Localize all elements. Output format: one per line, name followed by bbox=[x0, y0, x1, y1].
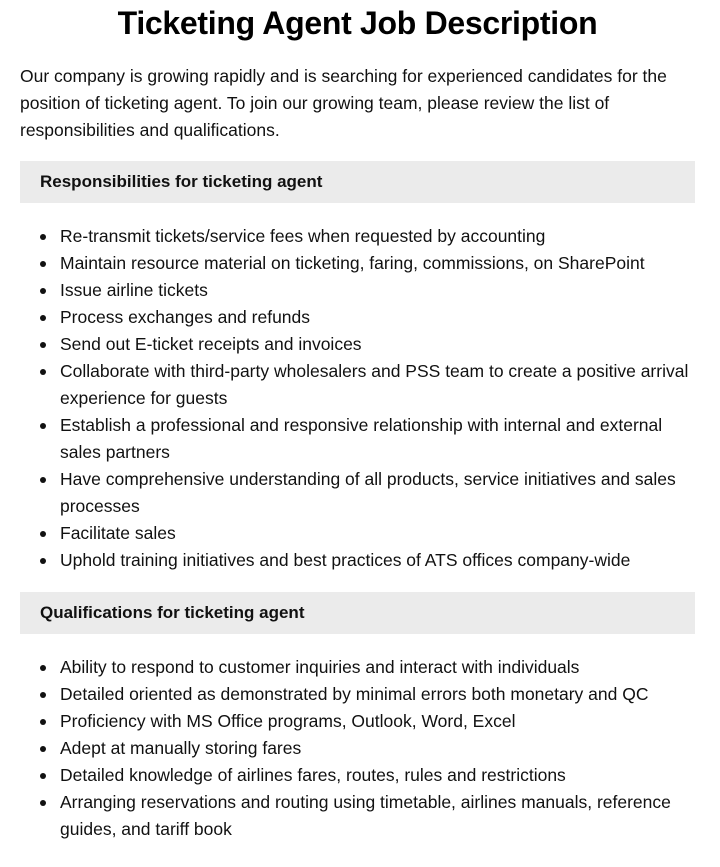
responsibilities-list bbox=[20, 223, 695, 574]
list-item: Process exchanges and refunds bbox=[60, 304, 695, 331]
list-item: Send out E-ticket receipts and invoices bbox=[60, 331, 695, 358]
responsibilities-header bbox=[20, 161, 695, 203]
bullet-icon bbox=[40, 719, 46, 725]
bullet-icon bbox=[40, 369, 46, 375]
list-item: Detailed knowledge of airlines fares, routes, rules and restrictions bbox=[60, 762, 695, 789]
bullet-icon bbox=[40, 477, 46, 483]
bullet-icon bbox=[40, 234, 46, 240]
bullet-icon bbox=[40, 746, 46, 752]
list-item: Re-transmit tickets/service fees when requested by accounting bbox=[60, 223, 695, 250]
bullet-icon bbox=[40, 665, 46, 671]
bullet-icon bbox=[40, 315, 46, 321]
bullet-icon bbox=[40, 531, 46, 537]
bullet-icon bbox=[40, 342, 46, 348]
list-item: Ability to respond to customer inquiries and interact with individuals bbox=[60, 654, 695, 681]
list-item: Collaborate with third-party wholesalers and PSS team to create a positive arrival experience for guests bbox=[60, 358, 695, 412]
list-item: Issue airline tickets bbox=[60, 277, 695, 304]
bullet-icon bbox=[40, 773, 46, 779]
bullet-icon bbox=[40, 800, 46, 806]
bullet-icon bbox=[40, 288, 46, 294]
list-item: Arranging reservations and routing using timetable, airlines manuals, reference guides, and tariff book bbox=[60, 789, 695, 843]
list-item: Facilitate sales bbox=[60, 520, 695, 547]
list-item: Adept at manually storing fares bbox=[60, 735, 695, 762]
page-title: Ticketing Agent Job Description bbox=[117, 5, 598, 41]
bullet-icon bbox=[40, 692, 46, 698]
list-item: Uphold training initiatives and best practices of ATS offices company-wide bbox=[60, 547, 695, 574]
qualifications-heading: Qualifications for ticketing agent bbox=[40, 603, 305, 622]
list-item: Have comprehensive understanding of all products, service initiatives and sales processes bbox=[60, 466, 695, 520]
bullet-icon bbox=[40, 261, 46, 267]
intro-paragraph: Our company is growing rapidly and is searching for experienced candidates for the position of ticketing agent. To join our growing team, please review the list of responsibilities and qualifications. bbox=[20, 66, 667, 140]
bullet-icon bbox=[40, 423, 46, 429]
list-item: Maintain resource material on ticketing, faring, commissions, on SharePoint bbox=[60, 250, 695, 277]
list-item: Establish a professional and responsive relationship with internal and external sales partners bbox=[60, 412, 695, 466]
bullet-icon bbox=[40, 558, 46, 564]
responsibilities-heading: Responsibilities for ticketing agent bbox=[40, 172, 323, 191]
list-item: Detailed oriented as demonstrated by minimal errors both monetary and QC bbox=[60, 681, 695, 708]
qualifications-list bbox=[20, 654, 695, 843]
list-item: Proficiency with MS Office programs, Outlook, Word, Excel bbox=[60, 708, 695, 735]
qualifications-header bbox=[20, 592, 695, 634]
